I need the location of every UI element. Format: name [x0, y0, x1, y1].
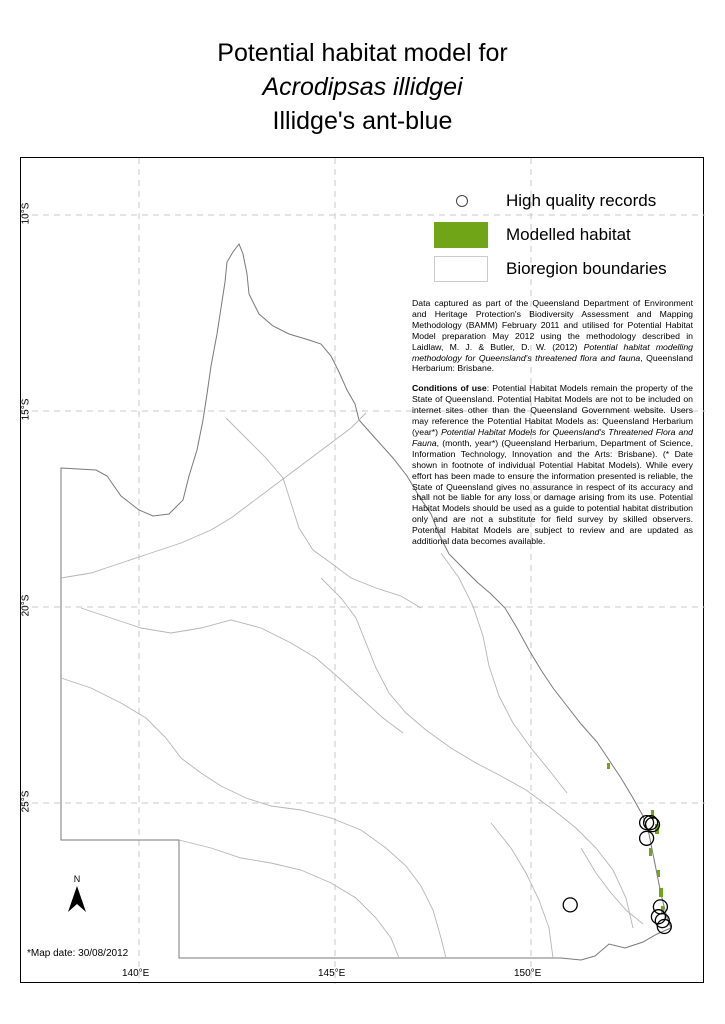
bioregion-line	[81, 608, 403, 733]
lat-label-25: 25°S	[20, 790, 32, 813]
bioregion-line	[61, 678, 446, 958]
bioregion-line	[321, 578, 633, 928]
habitat-patch	[607, 763, 610, 769]
lat-label-20: 20°S	[20, 594, 32, 617]
legend-row-habitat	[434, 222, 631, 248]
habitat-patch	[657, 870, 660, 877]
bioregion-swatch-icon	[434, 256, 488, 282]
bioregion-line	[226, 418, 421, 608]
lon-label-145: 145°E	[318, 968, 346, 979]
map-notes	[412, 298, 693, 556]
legend-label-records: High quality records	[506, 191, 657, 210]
legend-label-habitat: Modelled habitat	[506, 225, 631, 244]
notes-conditions: Conditions of use: Potential Habitat Models remain the property of the State of Queensland. Potential Habitat Models are not to be included on internet sites other than the Queensland Government website. Users may reference the Potential Habitat Models as: Queensland Herbarium (year*) Potential Habitat Models for Queensland's Threatened Flora and Fauna, (month, year*) (Queensland Herbarium, Department of Science, Information Technology, Innovation and the Arts: Brisbane). (* Date shown in footnote of individual Potential Habitat Models). While every effort has been made to ensure the information presented is reliable, the State of Queensland gives no assurance in respect of its accuracy and shall not be liable for any loss or damage arising from its use. Potential Habitat Models should be used as a guide to potential habitat distribution only and are not a substitute for field survey by skilled observers. Potential Habitat Models are subject to review and are updated as additional data becomes available.	[412, 383, 694, 547]
legend-label-bioregion: Bioregion boundaries	[506, 259, 667, 278]
record-marker	[563, 898, 577, 912]
record-marker	[651, 910, 665, 924]
north-arrow-icon	[66, 884, 88, 914]
habitat-patch	[659, 888, 663, 897]
title-line-1: Potential habitat model for	[217, 39, 508, 67]
north-arrow	[66, 874, 88, 918]
record-circle-icon	[434, 188, 488, 214]
bioregion-line	[491, 823, 553, 958]
north-label: N	[73, 874, 81, 884]
lat-label-15: 15°S	[20, 398, 32, 421]
notes-data-source: Data captured as part of the Queensland Department of Environment and Heritage Protection's Biodiversity Assessment and Mapping Methodology (BAMM) February 2011 and utilised for Potential Habitat Model preparation May 2012 using the methodology described in Laidlaw, M. J. & Butler, D. W. (2012) Potential habitat modelling methodology for Queensland's threatened flora and fauna, Queensland Herbarium: Brisbane.	[412, 298, 694, 374]
title-species-name: Acrodipsas illidgei	[262, 73, 463, 101]
legend-row-records	[434, 188, 656, 214]
lon-label-140: 140°E	[122, 968, 150, 979]
bioregion-line	[61, 413, 366, 578]
bioregion-line	[581, 848, 643, 924]
habitat-swatch-icon	[434, 222, 488, 248]
habitat-patch	[649, 848, 652, 856]
map-date: *Map date: 30/08/2012	[27, 948, 129, 959]
record-marker	[640, 831, 654, 845]
record-marker	[653, 900, 667, 914]
legend-row-bioregion	[434, 256, 667, 282]
lon-label-150: 150°E	[514, 968, 542, 979]
bioregion-line	[441, 553, 567, 793]
map-title	[0, 36, 725, 138]
modelled-habitat	[607, 763, 664, 914]
title-common-name: Illidge's ant-blue	[272, 107, 453, 135]
bioregion-line	[179, 840, 399, 958]
lat-label-10: 10°S	[20, 202, 32, 225]
